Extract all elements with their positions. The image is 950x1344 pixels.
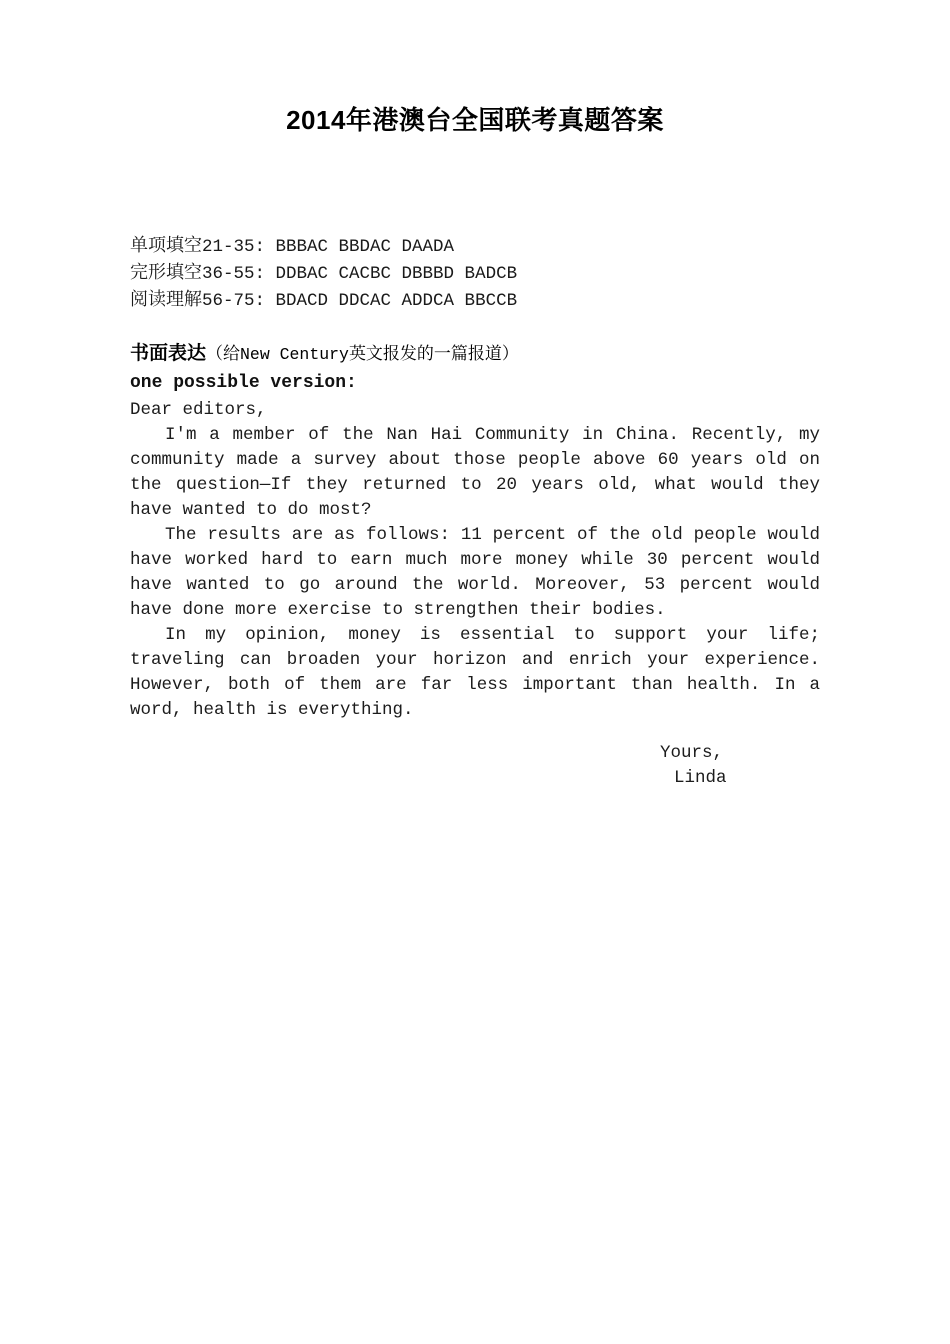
answer-section-values: BDACD DDCAC ADDCA BBCCB	[275, 291, 518, 311]
writing-heading-note-open: （给	[206, 344, 241, 363]
answer-row	[130, 260, 820, 287]
answer-section-range: 56-75:	[202, 291, 266, 311]
answer-section-label: 完形填空	[130, 262, 202, 282]
answer-row	[130, 287, 820, 314]
version-label: one possible version:	[130, 373, 357, 393]
letter-paragraph: The results are as follows: 11 percent of the old people would have worked hard to earn much more money while 30 percent would have wanted to go around the world. Moreover, 53 percent would have done more exercise to strengthen their bodies.	[130, 525, 820, 620]
letter-paragraph: I'm a member of the Nan Hai Community in China. Recently, my community made a survey about those people above 60 years old on the question—If they returned to 20 years old, what would they have wanted to do most?	[130, 425, 820, 520]
letter-salutation: Dear editors,	[130, 400, 267, 420]
document-body	[0, 233, 950, 791]
letter-body	[130, 398, 820, 723]
answer-key-block	[130, 233, 820, 314]
letter-signoff	[130, 741, 820, 791]
writing-section-heading	[130, 340, 820, 368]
answer-section-label: 单项填空	[130, 235, 202, 255]
letter-closing: Yours,	[660, 743, 724, 763]
answer-section-values: DDBAC CACBC DBBBD BADCB	[275, 264, 518, 284]
answer-section-range: 36-55:	[202, 264, 266, 284]
letter-signature: Linda	[674, 768, 727, 788]
writing-heading-label: 书面表达	[130, 343, 207, 364]
writing-heading-note-en: New Century	[240, 345, 349, 364]
answer-row	[130, 233, 820, 260]
answer-section-values: BBBAC BBDAC DAADA	[275, 237, 455, 257]
writing-heading-note-close: 英文报发的一篇报道）	[348, 344, 519, 363]
answer-section-range: 21-35:	[202, 237, 266, 257]
letter-paragraph: In my opinion, money is essential to support your life; traveling can broaden your horizon and enrich your experience. However, both of them are far less important than health. In a word, health is everything.	[130, 625, 820, 720]
answer-section-label: 阅读理解	[130, 289, 202, 309]
page-title: 2014年港澳台全国联考真题答案	[286, 105, 664, 135]
